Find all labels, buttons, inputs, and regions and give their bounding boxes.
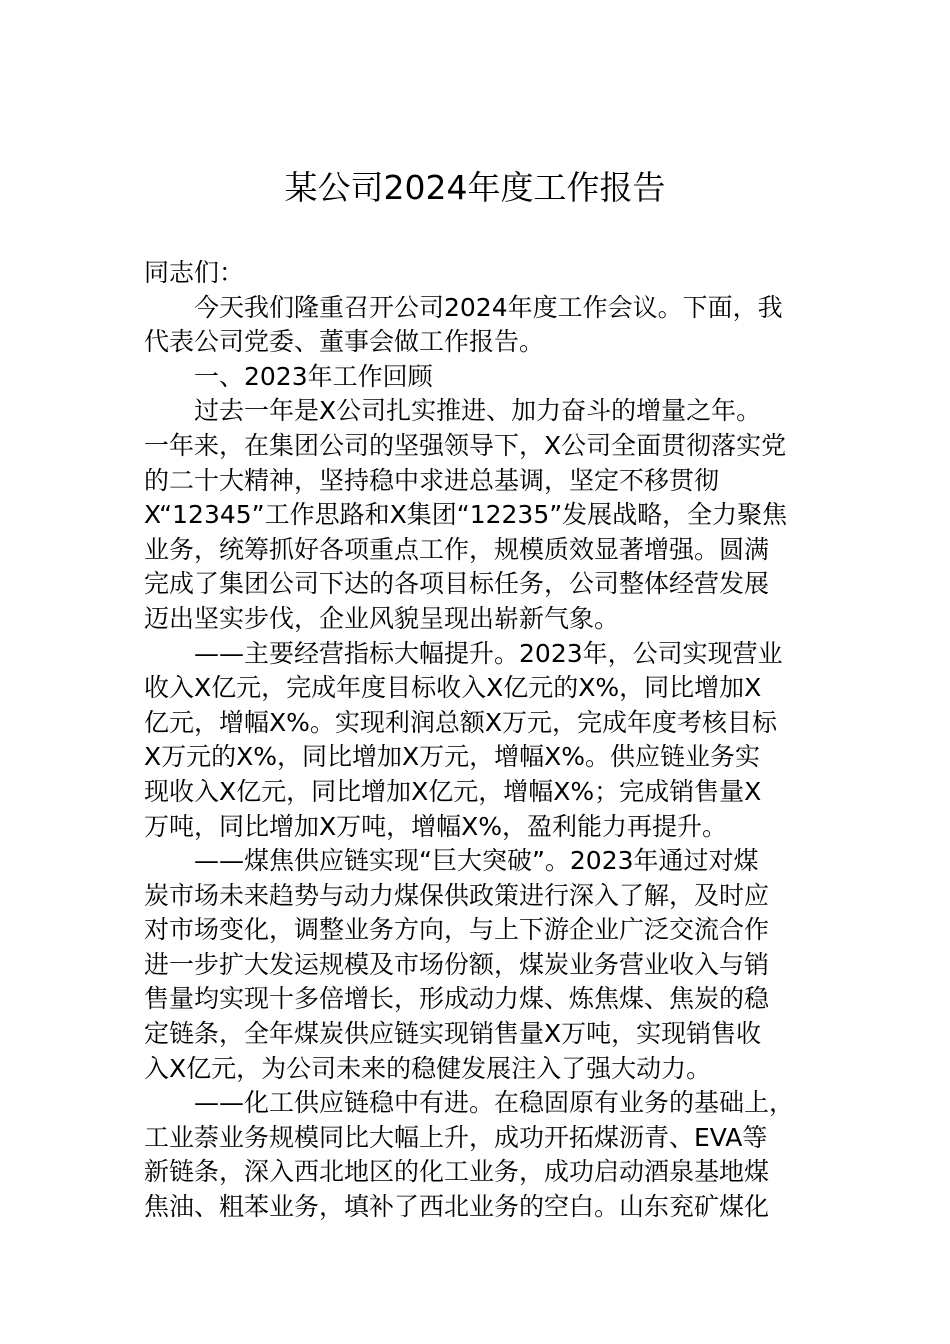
paragraph-line: 收入X亿元，完成年度目标收入X亿元的X%，同比增加X bbox=[144, 673, 762, 703]
paragraph-line: 现收入X亿元，同比增加X亿元，增幅X%；完成销售量X bbox=[144, 776, 762, 806]
paragraph-line: 炭市场未来趋势与动力煤保供政策进行深入了解，及时应 bbox=[144, 880, 770, 910]
paragraph-line: 工业萘业务规模同比大幅上升，成功开拓煤沥青、EVA等 bbox=[144, 1122, 768, 1152]
paragraph-line: 进一步扩大发运规模及市场份额，煤炭业务营业收入与销 bbox=[144, 949, 770, 979]
paragraph-line: 对市场变化，调整业务方向，与上下游企业广泛交流合作 bbox=[144, 915, 770, 945]
paragraph-line: 亿元，增幅X%。实现利润总额X万元，完成年度考核目标 bbox=[144, 707, 778, 737]
paragraph-line: 代表公司党委、董事会做工作报告。 bbox=[144, 327, 545, 357]
paragraph-line: 一年来，在集团公司的坚强领导下，X公司全面贯彻落实党 bbox=[144, 430, 787, 460]
paragraph-line: 新链条，深入西北地区的化工业务，成功启动酒泉基地煤 bbox=[144, 1157, 770, 1187]
paragraph-line: 入X亿元，为公司未来的稳健发展注入了强大动力。 bbox=[144, 1053, 712, 1083]
paragraph-line: ——主要经营指标大幅提升。2023年，公司实现营业 bbox=[194, 638, 783, 668]
paragraph-line: ——化工供应链稳中有进。在稳固原有业务的基础上， bbox=[194, 1088, 795, 1118]
paragraph-line: 过去一年是X公司扎实推进、加力奋斗的增量之年。 bbox=[194, 396, 762, 426]
paragraph-line: 完成了集团公司下达的各项目标任务，公司整体经营发展 bbox=[144, 569, 770, 599]
paragraph-line: ——煤焦供应链实现“巨大突破”。2023年通过对煤 bbox=[194, 846, 759, 876]
paragraph-line: X“12345”工作思路和X集团“12235”发展战略，全力聚焦 bbox=[144, 500, 788, 530]
paragraph-line: 售量均实现十多倍增长，形成动力煤、炼焦煤、焦炭的稳 bbox=[144, 984, 770, 1014]
paragraph-line: 焦油、粗苯业务，填补了西北业务的空白。山东兖矿煤化 bbox=[144, 1192, 770, 1222]
paragraph-line: 迈出坚实步伐，企业风貌呈现出崭新气象。 bbox=[144, 603, 620, 633]
paragraph-line: 万吨，同比增加X万吨，增幅X%，盈利能力再提升。 bbox=[144, 811, 728, 841]
paragraph-line: X万元的X%，同比增加X万元，增幅X%。供应链业务实 bbox=[144, 742, 761, 772]
paragraph-line: 业务，统筹抓好各项重点工作，规模质效显著增强。圆满 bbox=[144, 534, 770, 564]
paragraph-line: 今天我们隆重召开公司2024年度工作会议。下面，我 bbox=[194, 292, 783, 322]
document-body bbox=[144, 256, 824, 1225]
salutation-line: 同志们： bbox=[144, 258, 245, 287]
paragraph-line: 定链条，全年煤炭供应链实现销售量X万吨，实现销售收 bbox=[144, 1019, 762, 1049]
document-title: 某公司2024年度工作报告 bbox=[284, 168, 666, 207]
section-heading: 一、2023年工作回顾 bbox=[194, 361, 433, 391]
paragraph-line: 的二十大精神，坚持稳中求进总基调，坚定不移贯彻 bbox=[144, 465, 720, 495]
